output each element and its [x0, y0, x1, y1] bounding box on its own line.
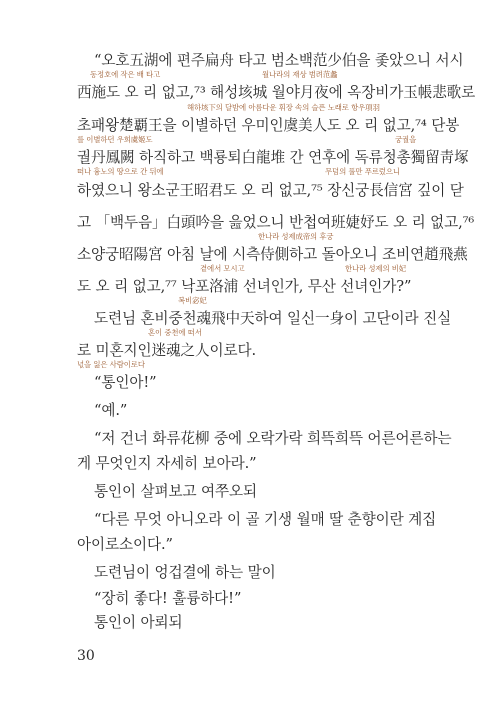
- text-line: 로 미혼지인迷魂之人이로다.: [77, 342, 257, 359]
- gloss-annotation: 한나라 성제成帝의 후궁: [258, 232, 334, 241]
- gloss-annotation: 복비宓妃: [178, 296, 207, 305]
- text-line: 도 오 리 없고,⁷⁷ 낙포洛浦 선녀인가, 무산 선녀인가?”: [77, 278, 412, 295]
- dialogue-line: 게 무엇인지 자세히 보아라.”: [77, 455, 257, 472]
- text-line: 소양궁昭陽宮 아침 날에 시측侍側하고 돌아오니 조비연趙飛燕: [77, 246, 468, 263]
- gloss-annotation: 동정호에 작은 배 타고: [90, 70, 161, 79]
- gloss-annotation: 를 이별하던 우희虞姬도: [77, 135, 153, 144]
- dialogue-line: “통인아!”: [94, 374, 157, 391]
- text-line: 西施도 오 리 없고,⁷³ 해성垓城 월야月夜에 옥장비가玉帳悲歌로: [77, 84, 476, 101]
- text-line: 초패왕楚覇王을 이별하던 우미인虞美人도 오 리 없고,⁷⁴ 단봉: [77, 117, 460, 134]
- dialogue-line: 통인이 아뢰되: [94, 614, 183, 631]
- text-line: 하였으니 왕소군王昭君도 오 리 없고,⁷⁵ 장신궁長信宮 깊이 닫: [77, 182, 464, 199]
- dialogue-line: “예.”: [94, 402, 128, 419]
- gloss-annotation: 넋을 잃은 사람이로다: [77, 360, 145, 369]
- text-line: “오호五湖에 편주扁舟 타고 범소백范少伯을 좇았으니 서시: [94, 52, 464, 69]
- gloss-annotation: 한나라 성제의 비妃: [345, 264, 407, 273]
- text-line: 도련님 혼비중천魂飛中天하여 일신一身이 고단이라 진실: [94, 310, 452, 327]
- page-number: 30: [77, 648, 95, 664]
- dialogue-line: 통인이 살펴보고 여쭈오되: [94, 483, 258, 500]
- text-line: 고 「백두음」白頭吟을 읊었으니 반첩여班婕妤도 오 리 없고,⁷⁶: [77, 214, 475, 231]
- text-line: 궐丹鳳闕 하직하고 백룡퇴白龍堆 간 연후에 독류청총獨留靑塚: [77, 149, 469, 166]
- dialogue-line: 도련님이 엉겁결에 하는 말이: [94, 564, 276, 581]
- dialogue-line: “다른 무엇 아니오라 이 골 기생 월매 딸 춘향이란 계집: [94, 511, 437, 528]
- dialogue-line: “장히 좋다! 훌륭하다!”: [94, 590, 242, 607]
- gloss-annotation: 월나라의 재상 범려范蠡: [262, 70, 338, 79]
- gloss-annotation: 궁궐을: [395, 135, 417, 144]
- gloss-annotation: 해하垓下의 달밤에 아름다운 휘장 속의 슬픈 노래로 항우項羽: [187, 103, 380, 112]
- gloss-annotation: 떠나 흉노의 땅으로 간 뒤에: [77, 167, 164, 176]
- gloss-annotation: 무덤의 풀만 푸르렀으니: [325, 167, 400, 176]
- gloss-annotation: 곁에서 모시고: [200, 264, 245, 273]
- gloss-annotation: 혼이 중천에 떠서: [148, 328, 202, 337]
- dialogue-line: 아이로소이다.”: [77, 536, 173, 553]
- dialogue-line: “저 건너 화류花柳 중에 오락가락 희뜩희뜩 어른어른하는: [94, 430, 452, 447]
